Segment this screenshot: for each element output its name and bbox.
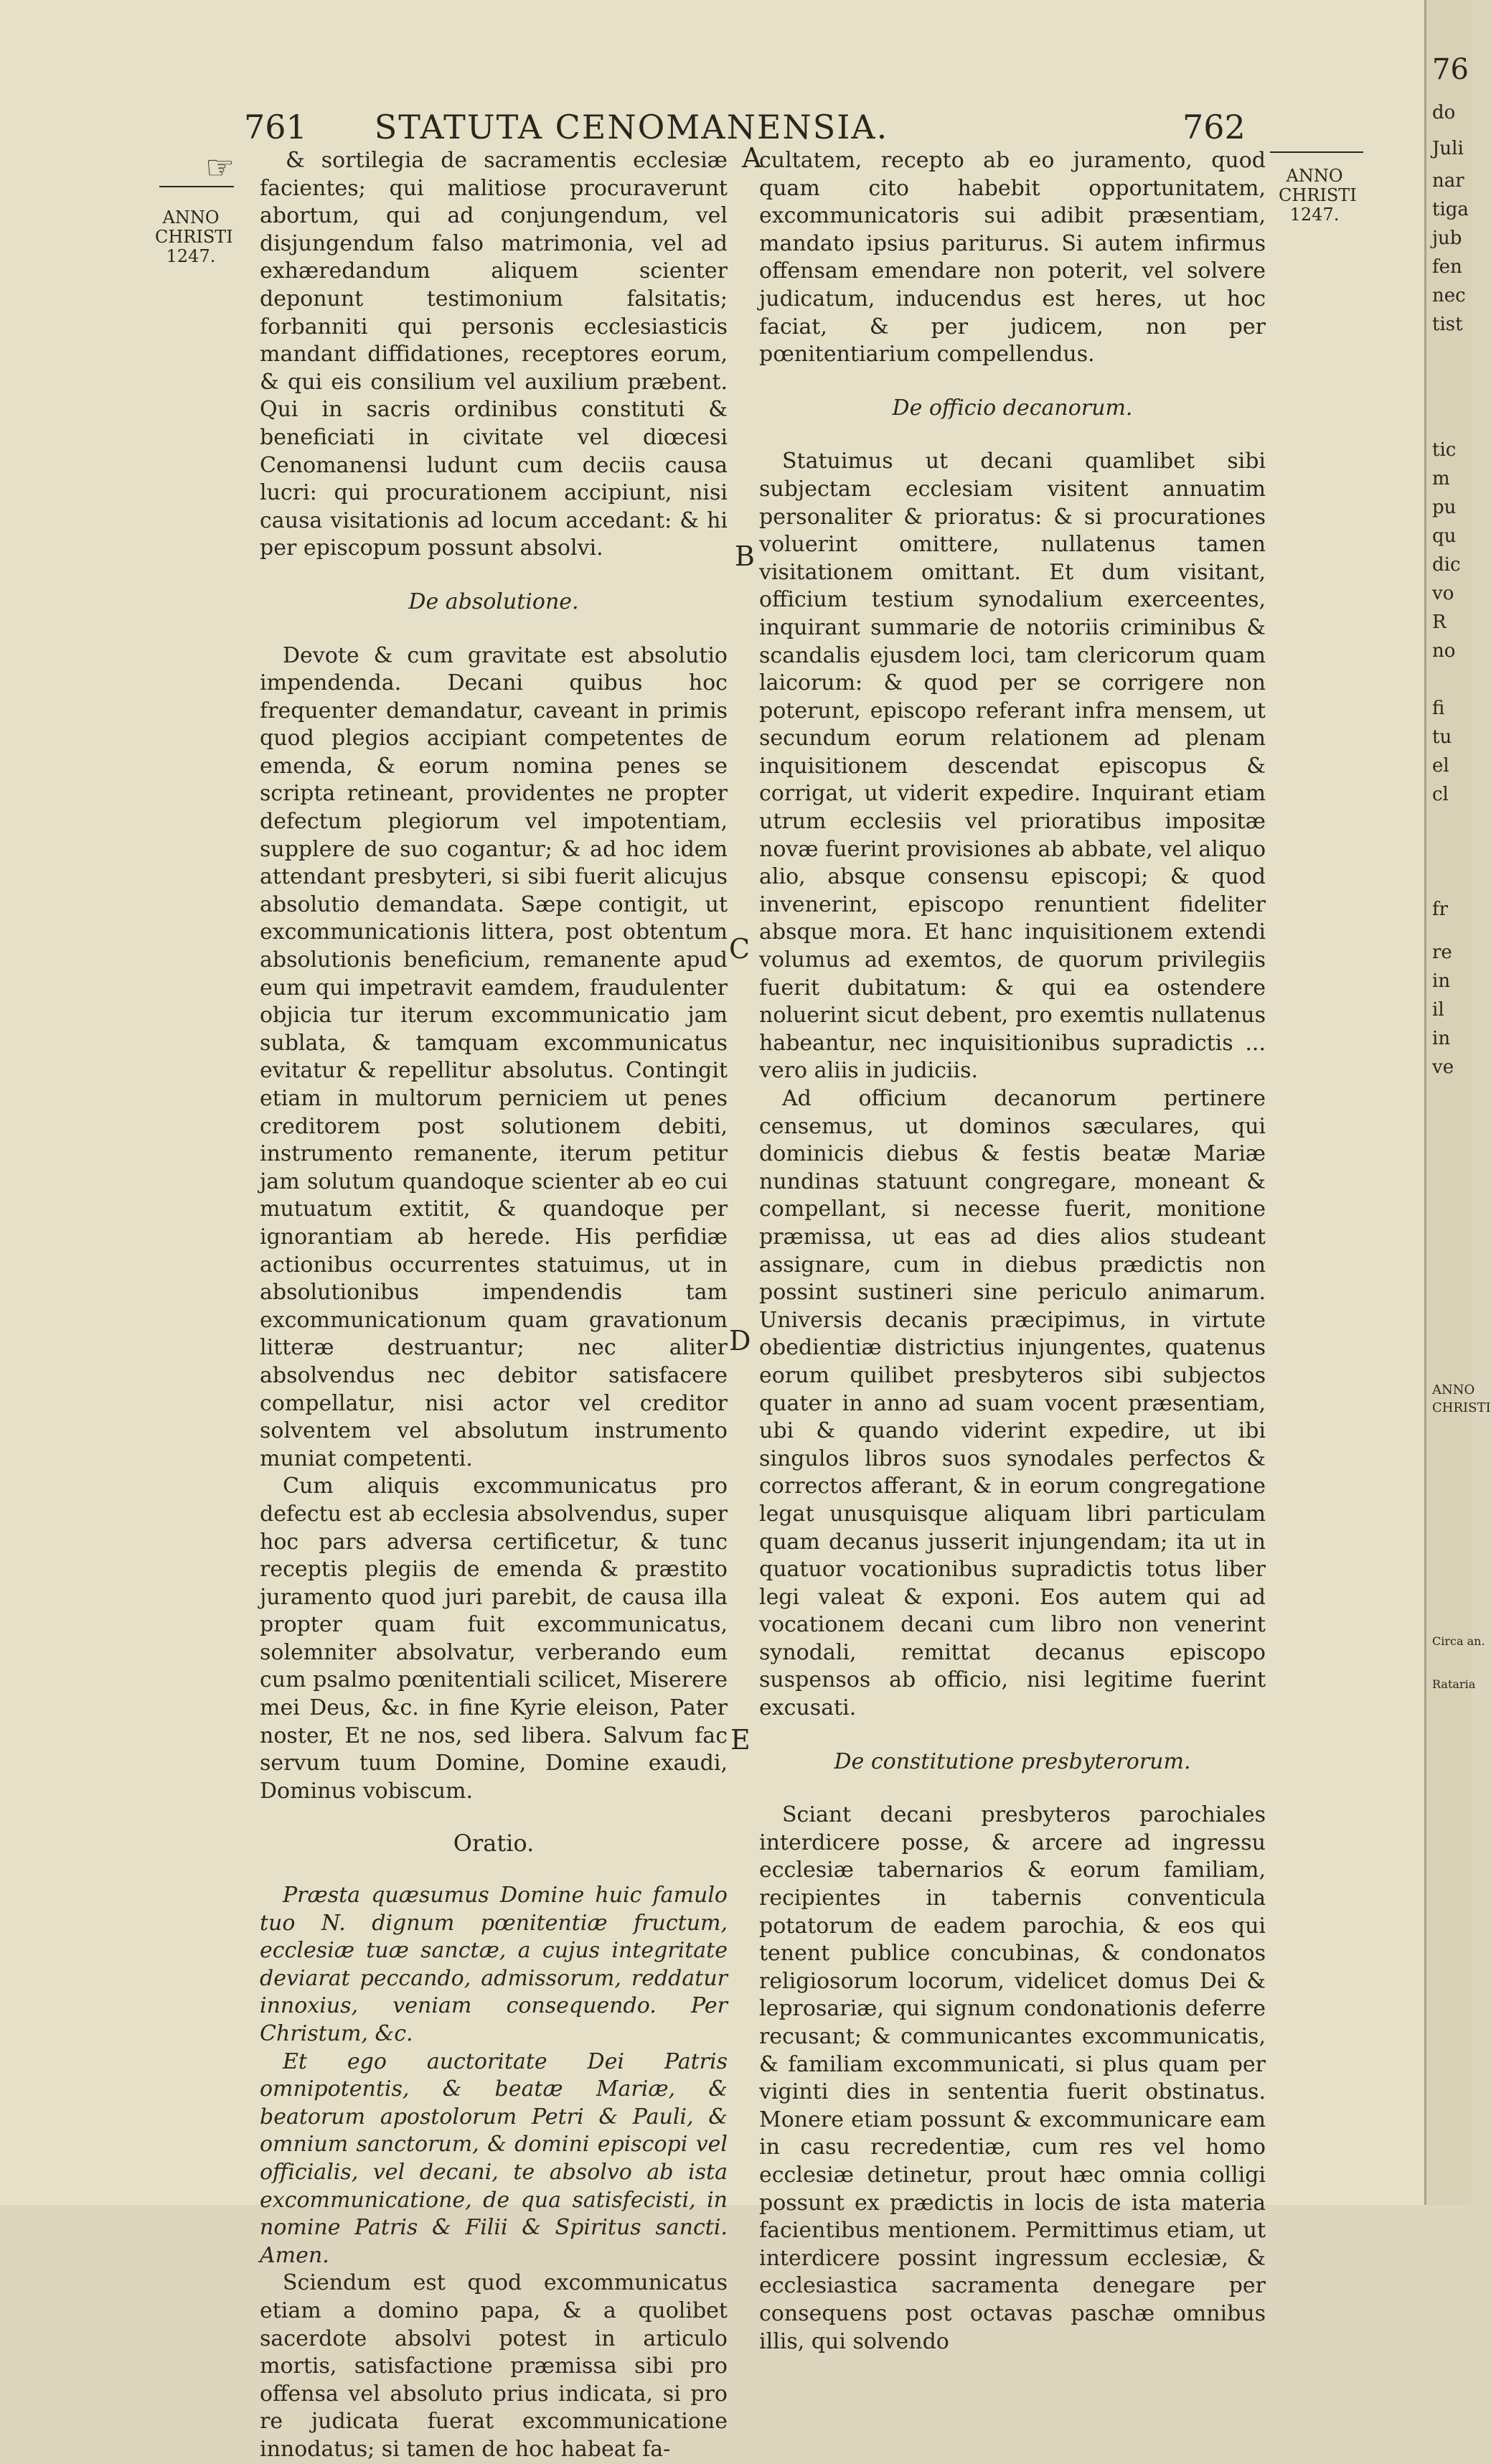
- next-page-fragment: Circa an.: [1432, 1634, 1485, 1648]
- running-title: STATUTA CENOMANENSIA.: [374, 108, 889, 146]
- margin-rule-left: [159, 186, 234, 187]
- next-page-fragment: pu: [1432, 497, 1457, 518]
- next-page-fragment: m: [1432, 468, 1450, 489]
- heading-oratio: Oratio.: [453, 1830, 535, 1858]
- next-page-fragment: Rataria: [1432, 1677, 1476, 1691]
- section-letter-d: D: [729, 1325, 751, 1357]
- next-page-fragment: no: [1432, 640, 1456, 662]
- section-letter-c: C: [729, 933, 751, 965]
- next-page-fragment: cl: [1432, 784, 1449, 805]
- next-page-fragment: il: [1432, 999, 1444, 1021]
- next-page-fragment: dic: [1432, 554, 1461, 576]
- right-paragraph-3: Ad officium decanorum pertinere censemus, ut dominos sæculares, qui dominicis diebus & festis beatæ Mariæ nundinas statuunt congregare, moneant & compellant, si necesse fuerit, monitione præmissa, ut eas ad dies alios studeant assignare, cum in diebus prædictis non possint sustineri sine periculo animarum. Universis decanis præcipimus, in virtute obedientiæ districtius injungentes, quatenus eorum quilibet presbyteros sibi subjectos quater in anno ad suam vocent præsentiam, ubi & quando viderint expedire, ut ibi singulos libros suos synodales perfectos & correctos afferant, & in eorum congregatione legat unusquisque aliquam libri particulam quam decanus jusserit injungendam; ita ut in quatuor vocationibus supradictis totus liber legi valeat & exponi. Eos autem qui ad vocationem decani cum libro non venerint synodali, remittat decanus episcopo suspensos ab officio, nisi legitime fuerint excusati.: [759, 1086, 1266, 1721]
- right-paragraph-2: Statuimus ut decani quamlibet sibi subjectam ecclesiam visitent annuatim personaliter & prioratus: & si procurationes voluerint omittere, nullatenus tamen visitationem omittant. Et dum visitant, officium testium synodalium exerceentes, inquirant summarie de notoriis criminibus & scandalis ejusdem loci, tam clericorum quam laicorum: & quod per se corrigere non poterunt, episcopo referant infra mensem, ut secundum eorum relationem ad plenam inquisitionem descendat episcopus & corrigat, ut viderit expedire. Inquirant etiam utrum ecclesiis vel prioratibus impositæ novæ fuerint provisiones ab abbate, vel aliquo alio, absque consensu episcopi; & quod invenerint, episcopo renuntient fideliter absque mora. Et hanc inquisitionem extendi volumus ad exemtos, de quorum privilegiis fuerit dubitatum: & qui ea ostendere noluerint sicut debent, pro exemtis nullatenus habeantur, nec inquisitionibus supradictis ... vero aliis in judiciis.: [759, 449, 1266, 1084]
- next-page-fragment: el: [1432, 755, 1449, 777]
- next-page-edge: [1424, 0, 1491, 2205]
- right-column: [759, 147, 1266, 2356]
- page-number-right: 762: [1182, 108, 1246, 146]
- left-paragraph-3: Cum aliquis excommunicatus pro defectu est ab ecclesia absolvendus, super hoc pars adversa certificetur, & tunc receptis plegiis de emenda & præstito juramento quod juri parebit, de causa illa propter quam fuit excommunicatus, solemniter absolvatur, verberando eum cum psalmo pœnitentiali scilicet, Miserere mei Deus, &c. in fine Kyrie eleison, Pater noster, Et ne nos, sed libera. Salvum fac servum tuum Domine, Domine exaudi, Dominus vobiscum.: [260, 1474, 728, 1804]
- left-paragraph-1: & sortilegia de sacramentis ecclesiæ facientes; qui malitiose procuraverunt abortum, qui ad conjungendum, vel disjungendum falso matrimonia, vel ad exhæredandum aliquem scienter deponunt testimonium falsitatis; forbanniti qui personis ecclesiasticis mandant diffidationes, receptores eorum, & qui eis consilium vel auxilium præbent. Qui in sacris ordinibus constituti & beneficiati in civitate vel diœcesi Cenomanensi ludunt cum deciis causa lucri: qui procurationem accipiunt, nisi causa visitationis ad locum accedant: & hi per episcopum possunt absolvi.: [260, 148, 728, 561]
- next-page-fragment: nar: [1432, 170, 1464, 192]
- next-page-fragment: qu: [1432, 525, 1457, 547]
- next-page-fragment: jub: [1432, 228, 1462, 249]
- next-page-fragment: vo: [1432, 583, 1454, 604]
- page-number-left: 761: [244, 108, 307, 146]
- section-letter-b: B: [735, 540, 755, 572]
- next-page-fragment: re: [1432, 942, 1452, 963]
- right-paragraph-1: cultatem, recepto ab eo juramento, quod quam cito habebit opportunitatem, excommunicatoris sui adibit præsentiam, mandato ipsius pariturus. Si autem infirmus offensam emendare non poterit, vel solvere judicatum, inducendus est heres, ut hoc faciat, & per judicem, non per pœnitentiarium compellendus.: [759, 148, 1266, 367]
- next-page-fragment: tu: [1432, 726, 1452, 748]
- next-page-fragment: tiga: [1432, 199, 1469, 220]
- section-letter-e: E: [730, 1724, 751, 1756]
- next-page-fragment: 76: [1432, 53, 1469, 86]
- left-paragraph-4: Sciendum est quod excommunicatus etiam a domino papa, & a quolibet sacerdote absolvi potest in articulo mortis, satisfactione præmissa sibi pro offensa vel absoluto prius indicata, si pro re judicata fuerat excommunicatione innodatus; si tamen de hoc habeat fa-: [260, 2270, 728, 2462]
- heading-de-absolutione: De absolutione.: [408, 589, 579, 614]
- next-page-fragment: CHRISTI: [1432, 1400, 1491, 1415]
- next-page-fragment: nec: [1432, 285, 1466, 306]
- next-page-fragment: Juli: [1432, 138, 1464, 159]
- heading-de-constitutione-presbyterorum: De constitutione presbyterorum.: [834, 1748, 1191, 1774]
- margin-rule-right: [1270, 151, 1363, 153]
- next-page-fragment: tic: [1432, 439, 1457, 461]
- next-page-fragment: fen: [1432, 256, 1462, 278]
- next-page-fragment: ANNO: [1432, 1382, 1475, 1397]
- next-page-fragment: ve: [1432, 1057, 1454, 1078]
- next-page-fragment: in: [1432, 1028, 1451, 1049]
- heading-de-officio-decanorum: De officio decanorum.: [892, 395, 1133, 421]
- margin-anno-left: ANNO CHRISTI 1247.: [155, 207, 233, 266]
- left-column: [260, 147, 728, 2464]
- next-page-fragment: tist: [1432, 314, 1463, 335]
- left-paragraph-absolution: Et ego auctoritate Dei Patris omnipotentis, & beatæ Mariæ, & beatorum apostolorum Petri & Pauli, & omnium sanctorum, & domini episcopi vel officialis, vel decani, te absolvo ab ista excommunicatione, de qua satisfecisti, in nomine Patris & Filii & Spiritus sancti. Amen.: [260, 2048, 728, 2268]
- next-page-fragment: in: [1432, 970, 1451, 992]
- next-page-fragment: fr: [1432, 899, 1449, 920]
- next-page-fragment: do: [1432, 102, 1456, 123]
- section-letter-a: A: [742, 142, 762, 174]
- margin-anno-right: ANNO CHRISTI 1247.: [1279, 166, 1357, 225]
- left-paragraph-prayer: Præsta quæsumus Domine huic famulo tuo N. dignum pœnitentiæ fructum, ecclesiæ tuæ sanctæ, a cujus integritate deviarat peccando, admissorum, reddatur innoxius, veniam consequendo. Per Christum, &c.: [260, 1883, 728, 2046]
- left-paragraph-2: Devote & cum gravitate est absolutio impendenda. Decani quibus hoc frequenter demandatur, caveant in primis quod plegios accipiant competentes de emenda, & eorum nomina penes se scripta retineant, providentes ne propter defectum plegiorum vel impotentiam, supplere de suo cogantur; & ad hoc idem attendant presbyteri, si sibi fuerit alicujus absolutio demandata. Sæpe contigit, ut excommunicationis littera, post obtentum absolutionis beneficium, remanente apud eum qui impetravit eamdem, fraudulenter objicia tur iterum excommunicatio jam sublata, & tamquam excommunicatus evitatur & repellitur absolutus. Contingit etiam in multorum perniciem ut penes creditorem post solutionem debiti, instrumento remanente, iterum petitur jam solutum quandoque scienter ab eo cui mutuatum extitit, & quandoque per ignorantiam ab herede. His perfidiæ actionibus occurrentes statuimus, ut in absolutionibus impendendis tam excommunicationum quam gravationum litteræ destruantur; nec aliter absolvendus nec debitor satisfacere compellatur, nisi actor vel creditor solventem vel absolutum instrumento muniat competenti.: [260, 642, 728, 1471]
- next-page-fragment: fi: [1432, 698, 1445, 719]
- pointing-hand-icon: ☞: [205, 148, 235, 187]
- right-paragraph-4: Sciant decani presbyteros parochiales interdicere posse, & arcere ad ingressu ecclesiæ tabernarios & eorum familiam, recipientes in tabernis conventicula potatorum de eadem parochia, & eos qui tenent publice concubinas, & condonatos religiosorum locorum, videlicet domus Dei & leprosariæ, qui signum condonationis deferre recusant; & communicantes excommunicatis, & familiam excommunicati, si plus quam per viginti dies in sententia fuerit obstinatus. Monere etiam possunt & excommunicare eam in casu recredentiæ, cum res vel homo ecclesiæ detinetur, prout hæc omnia colligi possunt ex prædictis in locis de ista materia facientibus mentionem. Permittimus etiam, ut interdicere possint ingressum ecclesiæ, & ecclesiastica sacramenta denegare per consequens post octavas paschæ omnibus illis, qui solvendo: [759, 1802, 1266, 2354]
- next-page-fragment: R: [1432, 612, 1447, 633]
